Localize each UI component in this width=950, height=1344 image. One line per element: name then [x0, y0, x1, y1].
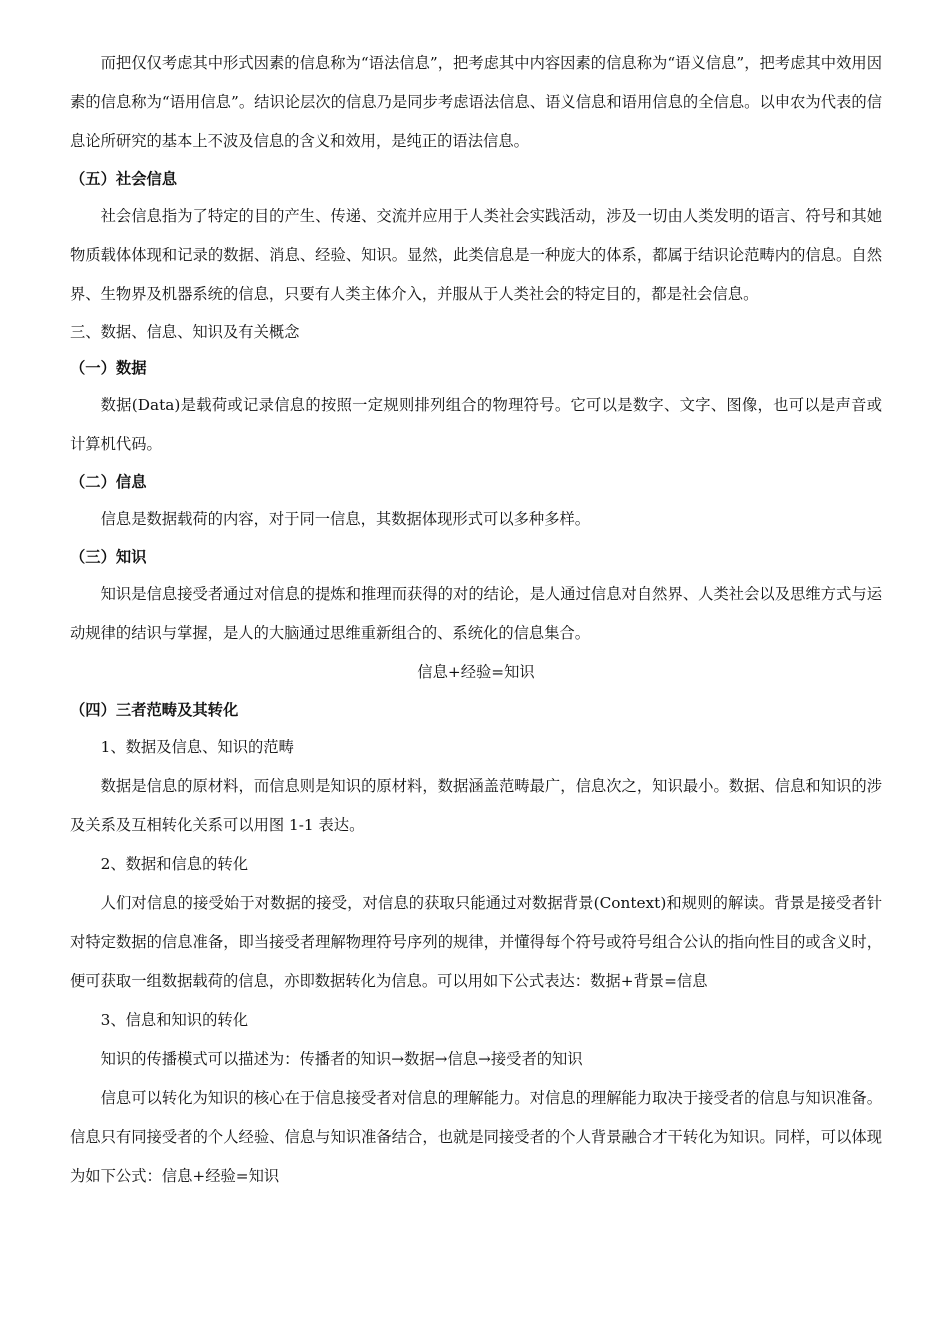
heading-info: （二）信息 [70, 473, 147, 491]
heading-knowledge: （三）知识 [70, 548, 147, 566]
data-paragraph: 数据(Data)是载荷或记录信息的按照一定规则排列组合的物理符号。它可以是数字、文字、图像，也可以是声音或计算机代码。 [70, 396, 882, 453]
subheading-1: 1、数据及信息、知识的范畴 [100, 738, 294, 756]
document-page [70, 44, 882, 1196]
sub3-paragraph-b: 信息可以转化为知识的核心在于信息接受者对信息的理解能力。对信息的理解能力取决于接受者的信息与知识准备。信息只有同接受者的个人经验、信息与知识准备结合，也就是同接受者的个人背景融合才干转化为知识。同样，可以体现为如下公式：信息+经验=知识 [70, 1089, 882, 1185]
formula-line: 信息+经验=知识 [417, 663, 535, 681]
knowledge-paragraph: 知识是信息接受者通过对信息的提炼和推理而获得的对的结论，是人通过信息对自然界、人类社会以及思维方式与运动规律的结识与掌握，是人的大脑通过思维重新组合的、系统化的信息集合。 [70, 585, 882, 642]
heading-data: （一）数据 [70, 359, 147, 377]
subheading-3: 3、信息和知识的转化 [100, 1011, 248, 1029]
section-3-title: 三、数据、信息、知识及有关概念 [70, 323, 300, 341]
intro-paragraph: 而把仅仅考虑其中形式因素的信息称为“语法信息”，把考虑其中内容因素的信息称为“语义信息”，把考虑其中效用因素的信息称为“语用信息”。结识论层次的信息乃是同步考虑语法信息、语义信息和语用信息的全信息。以申农为代表的信息论所研究的基本上不波及信息的含义和效用，是纯正的语法信息。 [70, 54, 882, 150]
sub1-paragraph: 数据是信息的原材料，而信息则是知识的原材料，数据涵盖范畴最广，信息次之，知识最小。数据、信息和知识的涉及关系及互相转化关系可以用图 1-1 表达。 [70, 777, 882, 834]
sub3-paragraph-a: 知识的传播模式可以描述为：传播者的知识→数据→信息→接受者的知识 [100, 1050, 583, 1068]
sub2-paragraph: 人们对信息的接受始于对数据的接受，对信息的获取只能通过对数据背景(Context)和规则的解读。背景是接受者针对特定数据的信息准备，即当接受者理解物理符号序列的规律，并懂得每个符号或符号组合公认的指向性目的或含义时，便可获取一组数据载荷的信息，亦即数据转化为信息。可以用如下公式表达：数据+背景=信息 [70, 894, 882, 990]
info-paragraph: 信息是数据载荷的内容，对于同一信息，其数据体现形式可以多种多样。 [100, 510, 591, 528]
heading-three-categories: （四）三者范畴及其转化 [70, 701, 239, 719]
subheading-2: 2、数据和信息的转化 [100, 855, 248, 873]
heading-social-info: （五）社会信息 [70, 170, 178, 188]
social-info-paragraph: 社会信息指为了特定的目的产生、传递、交流并应用于人类社会实践活动，涉及一切由人类发明的语言、符号和其她物质载体体现和记录的数据、消息、经验、知识。显然，此类信息是一种庞大的体系，都属于结识论范畴内的信息。自然界、生物界及机器系统的信息，只要有人类主体介入，并服从于人类社会的特定目的，都是社会信息。 [70, 207, 882, 303]
